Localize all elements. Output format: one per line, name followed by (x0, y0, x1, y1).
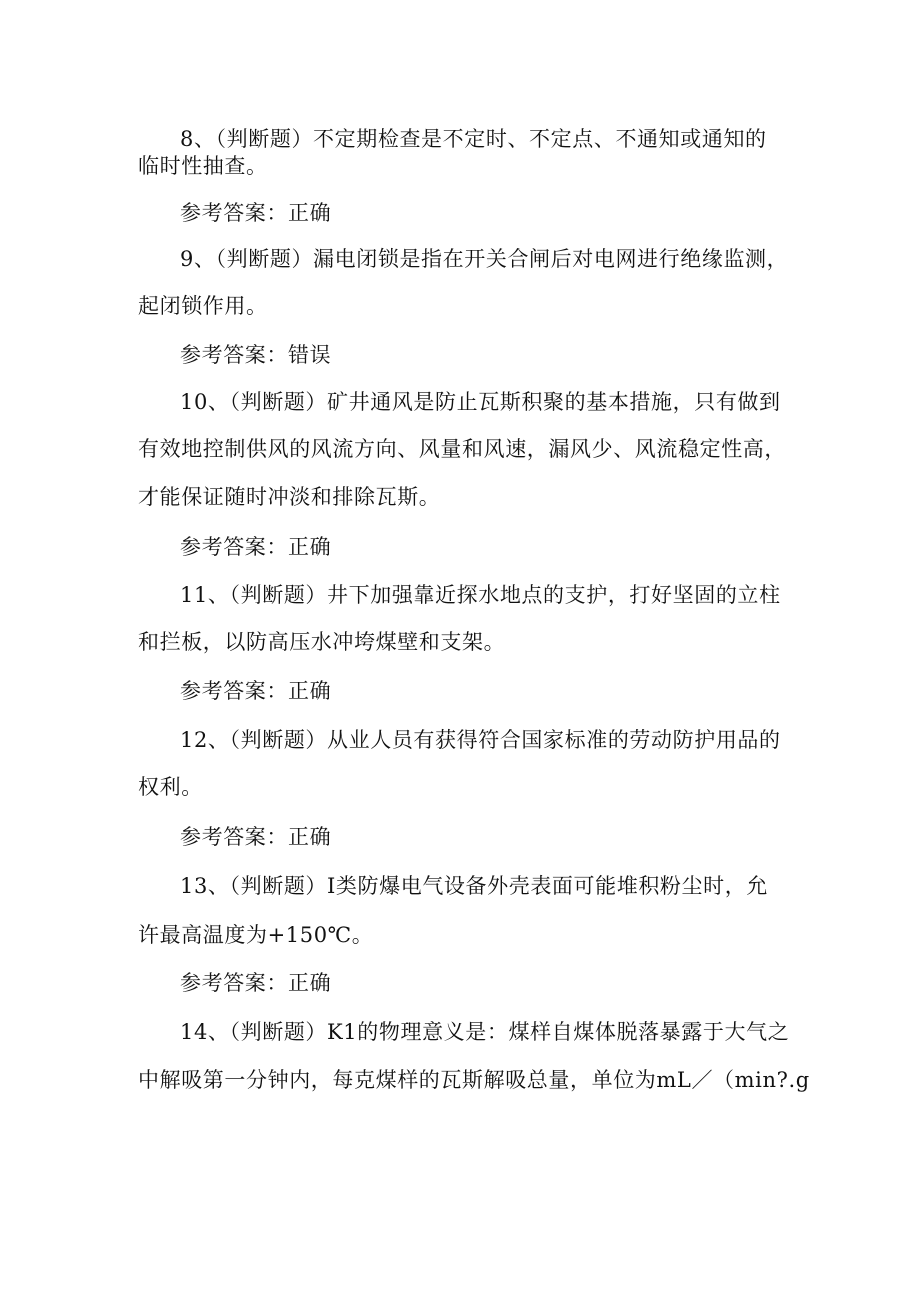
question-10-answer: 参考答案：正确 (180, 535, 332, 559)
question-12-answer: 参考答案：正确 (180, 825, 332, 849)
question-9-answer: 参考答案：错误 (180, 343, 332, 367)
question-12-line-2: 权利。 (138, 775, 203, 799)
question-10-line-1: 10、（判断题）矿井通风是防止瓦斯积聚的基本措施，只有做到 (180, 390, 781, 414)
question-14-line-1: 14、（判断题）K1的物理意义是：煤样自煤体脱落暴露于大气之 (180, 1020, 790, 1044)
question-8-answer: 参考答案：正确 (180, 201, 332, 225)
question-9-line-2: 起闭锁作用。 (138, 294, 268, 318)
question-13-answer: 参考答案：正确 (180, 971, 332, 995)
question-11-line-1: 11、（判断题）井下加强靠近探水地点的支护，打好坚固的立柱 (180, 583, 781, 607)
question-14-line-2: 中解吸第一分钟内，每克煤样的瓦斯解吸总量，单位为mL／（min?.g (138, 1068, 810, 1092)
question-13-line-2: 许最高温度为+150℃。 (138, 923, 374, 947)
question-8-line-2: 临时性抽查。 (138, 154, 268, 178)
question-13-line-1: 13、（判断题）I类防爆电气设备外壳表面可能堆积粉尘时，允 (180, 874, 768, 898)
question-8-line-1: 8、（判断题）不定期检查是不定时、不定点、不通知或通知的 (180, 127, 767, 151)
question-11-line-2: 和拦板，以防高压水冲垮煤壁和支架。 (138, 630, 506, 654)
question-10-line-3: 才能保证随时冲淡和排除瓦斯。 (138, 485, 441, 509)
question-11-answer: 参考答案：正确 (180, 679, 332, 703)
question-10-line-2: 有效地控制供风的风流方向、风量和风速，漏风少、风流稳定性高， (138, 437, 786, 461)
question-9-line-1: 9、（判断题）漏电闭锁是指在开关合闸后对电网进行绝缘监测， (180, 247, 789, 271)
question-12-line-1: 12、（判断题）从业人员有获得符合国家标准的劳动防护用品的 (180, 728, 781, 752)
